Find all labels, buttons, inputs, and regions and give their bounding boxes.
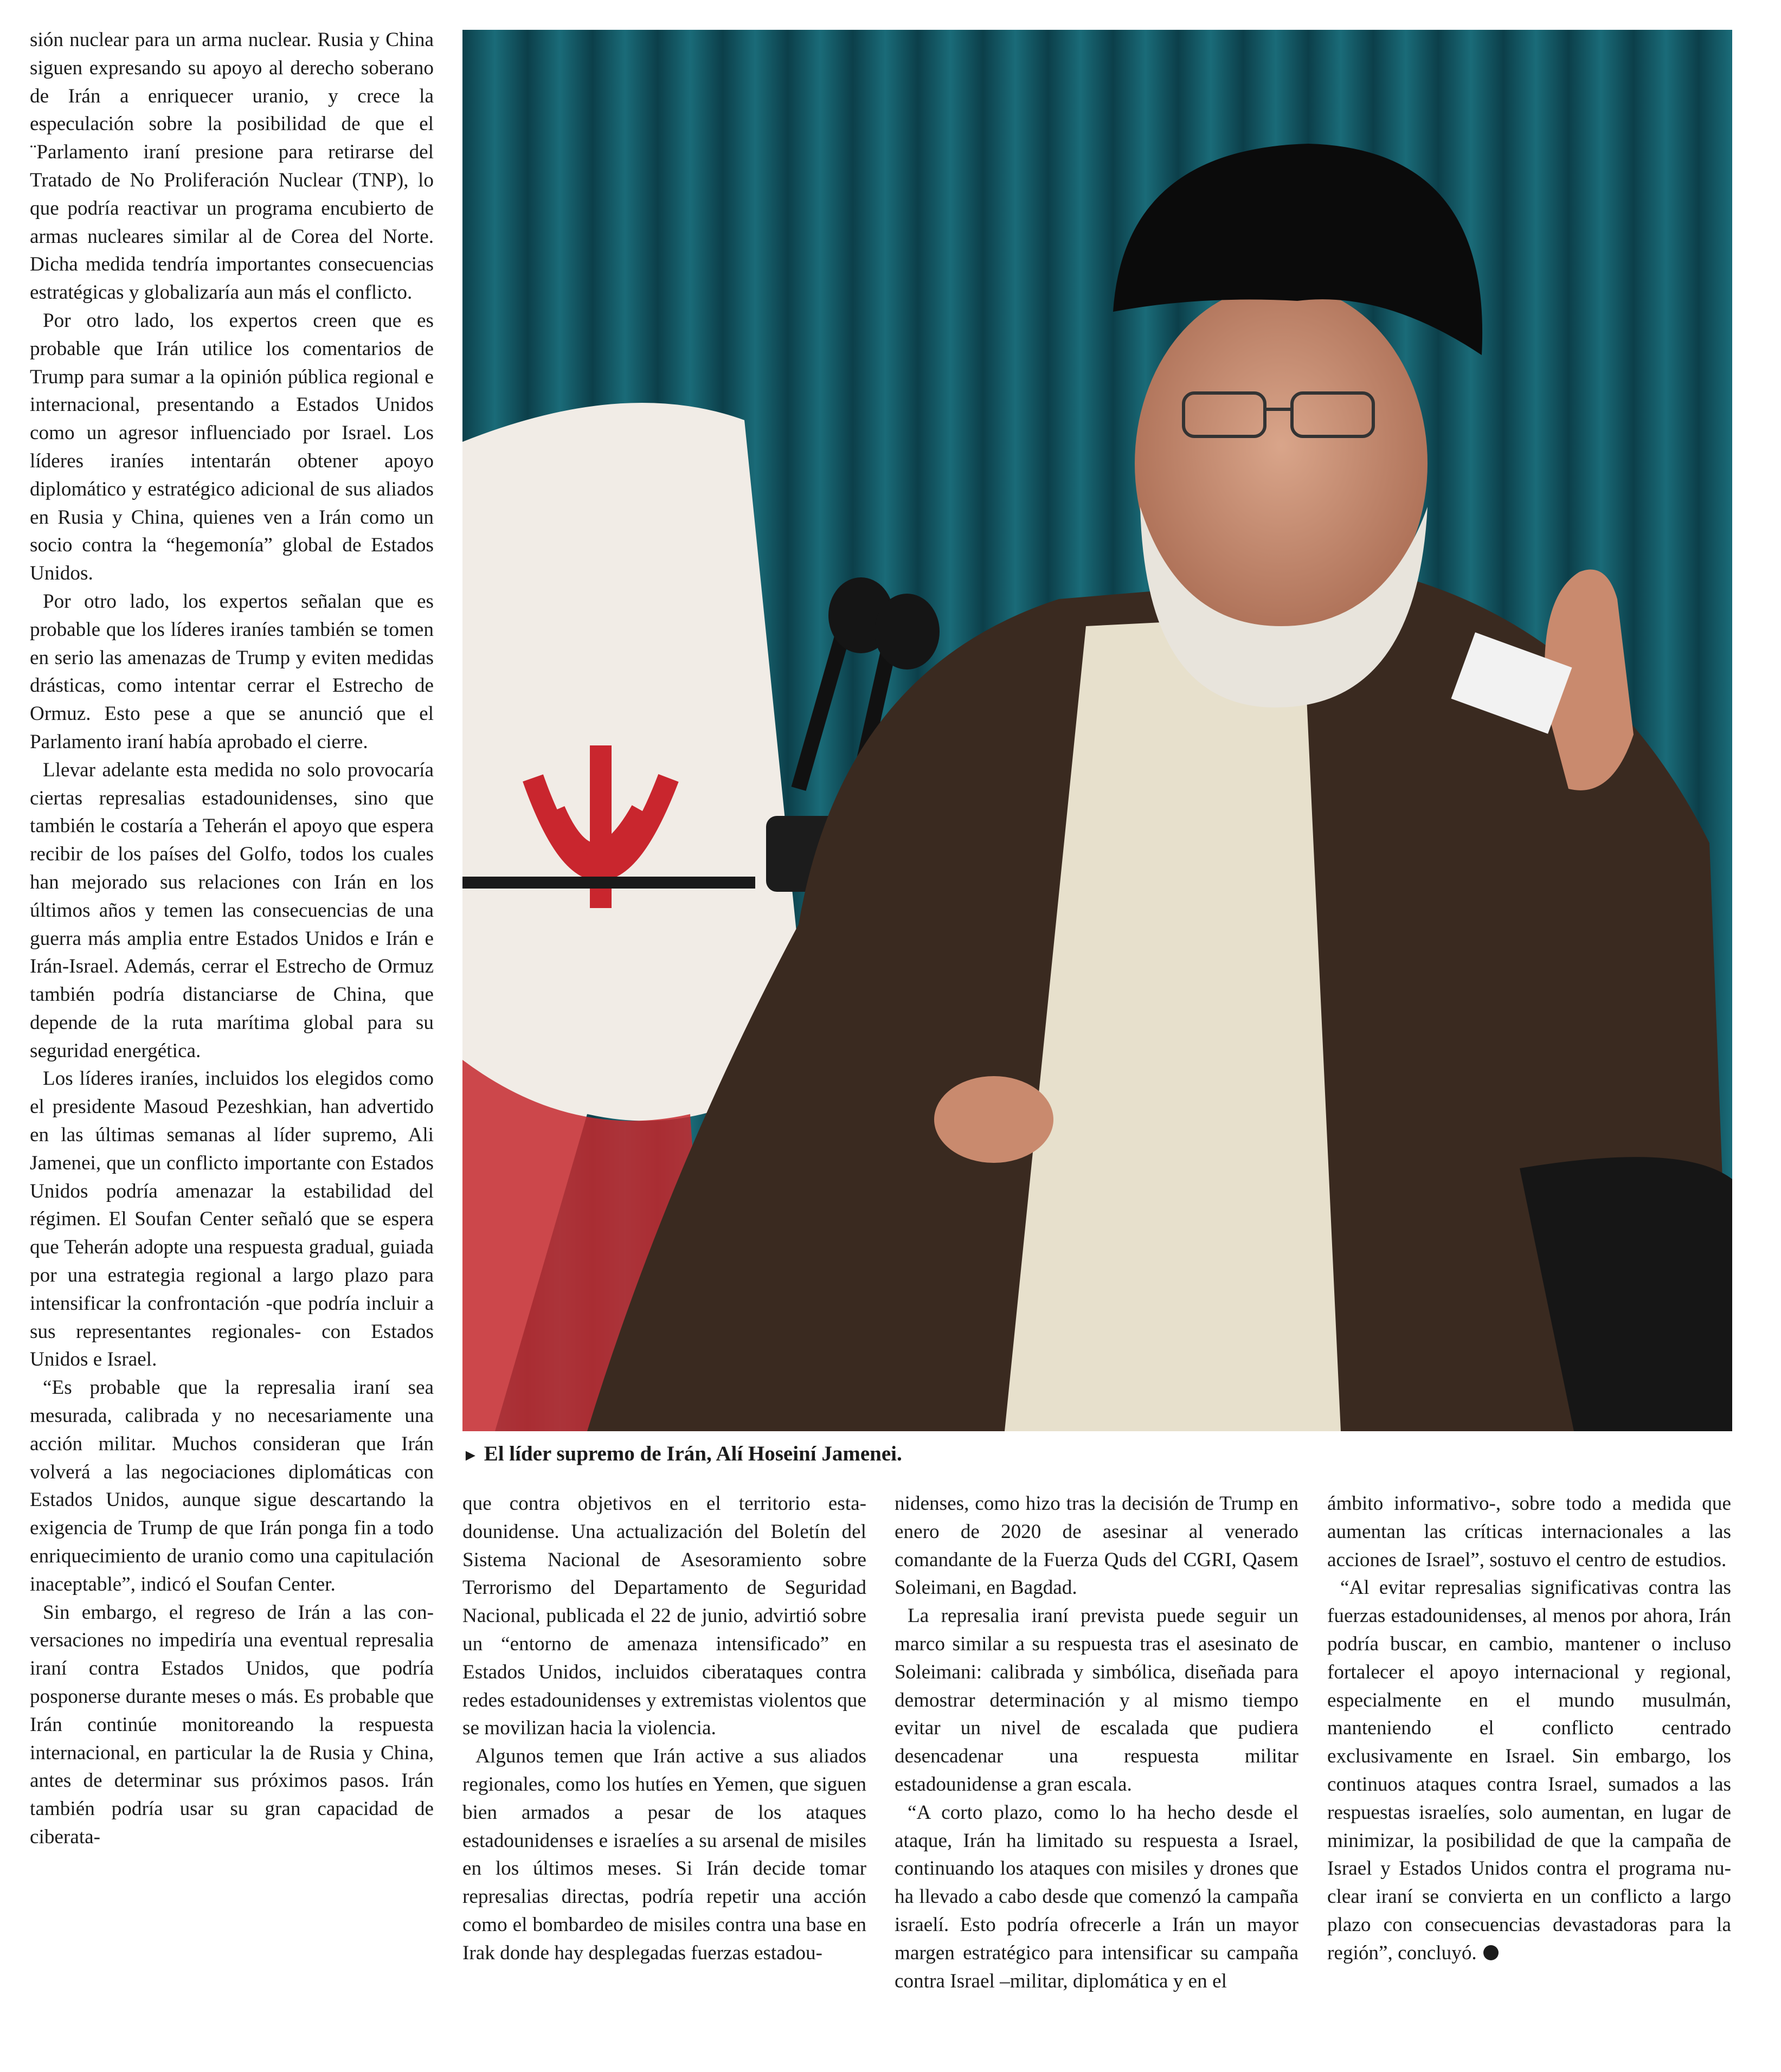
caption-text: El líder supremo de Irán, Alí Hoseiní Jamenei. (484, 1442, 902, 1465)
paragraph: que contra objetivos en el territorio estadounidense. Una actualización del Boletín del Sistema Nacional de Asesoramiento sobre Terrorismo del Departamento de Seguridad Nacional, publicada el 22 de junio, advirtió sobre un “entorno de amenaza intensificado” en Estados Unidos, incluidos ciberataques contra redes estadounidenses y extremistas violentos que se movilizan hacia la violencia. (462, 1492, 866, 1740)
resting-hand (934, 1076, 1053, 1163)
article-column-3 (895, 1490, 1298, 1995)
mic-boom (462, 877, 755, 889)
end-mark-icon (1483, 1945, 1499, 1960)
paragraph: “Es probable que la represalia iraní sea mesurada, calibrada y no necesariamente una acción militar. Muchos consideran que Irán volverá a las negociaciones diplomáticas con Estados Unidos, aunque sigue descartando la exigencia de Trump de que Irán ponga fin a todo enriquecimiento de uranio como una capitulación inaceptable”, indicó el Soufan Center. (30, 1376, 434, 1595)
paragraph: Sin embargo, el regreso de Irán a las conversaciones no impediría una eventual represalia iraní contra Estados Unidos, que podría posponerse durante meses o más. Es probable que Irán continúe monitoreando la respuesta internacional, en particular la de Rusia y China, antes de determinar sus próximos pasos. Irán también podría usar su gran capacidad de ciberata- (30, 1601, 434, 1848)
paragraph: Por otro lado, los expertos señalan que es probable que los líderes iraníes también se tomen en serio las amenazas de Trump y eviten medidas drásticas, como intentar cerrar el Estrecho de Ormuz. Esto pese a que se anunció que el Parlamento iraní había aprobado el cierre. (30, 590, 434, 753)
paragraph: sión nuclear para un arma nuclear. Rusia y China siguen expresando su apoyo al derecho soberano de Irán a enriquecer uranio, y crece la especulación sobre la posibilidad de que el ¨Parlamento iraní presione para retirarse del Tratado de No Proliferación Nuclear (TNP), lo que podría reactivar un programa encubierto de armas nucleares similar al de Corea del Norte. Dicha medida tendría importantes consecuencias estratégicas y globalizaría aun más el conflicto. (30, 29, 434, 304)
paragraph: “A corto plazo, como lo ha hecho desde el ataque, Irán ha limitado su respuesta a Israel, continuando los ataques con misiles y drones que ha llevado a cabo desde que comenzó la campaña israelí. Esto podría ofrecerle a Irán un mayor margen estratégico para intensificar su campaña contra Israel –militar, diplomática y en el (895, 1801, 1298, 1992)
photo-supreme-leader (462, 30, 1732, 1431)
paragraph-final-text: “Al evitar represalias significativas contra las fuerzas estadounidenses, al menos por ahora, Irán podría buscar, en cambio, mantener o incluso fortalecer el apoyo internacional y regional, especialmente en el mundo musulmán, manteniendo el conflicto centrado exclusivamente en Israel. Sin embargo, los continuos ataques contra Israel, sumados a las respuestas israelíes, solo aumentan, en lugar de minimizar, la posibilidad de que la campaña de Israel y Estados Unidos contra el programa nuclear iraní se convierta en un conflicto a largo plazo con consecuencias devastadoras para la región”, concluyó. (1327, 1576, 1731, 1964)
paragraph-final (1327, 1574, 1731, 1967)
paragraph: nidenses, como hizo tras la decisión de Trump en enero de 2020 de asesinar al venerado comandante de la Fuerza Quds del CGRI, Qasem Soleimani, en Bagdad. (895, 1492, 1298, 1599)
paragraph: La represalia iraní prevista puede seguir un marco similar a su respuesta tras el asesinato de Soleimani: calibrada y simbólica, diseñada para demostrar determinación y al mismo tiempo evitar un nivel de escalada que pudiera desencadenar una respuesta militar estadounidense a gran escala. (895, 1605, 1298, 1796)
caption-marker-icon: ► (462, 1446, 479, 1464)
article-column-4 (1327, 1490, 1731, 1967)
paragraph: ámbito informativo-, sobre todo a medida que aumentan las críticas internacionales a las acciones de Israel”, sostuvo el centro de estudios. (1327, 1492, 1731, 1571)
article-column-2 (462, 1490, 866, 1967)
paragraph: Llevar adelante esta medida no solo provocaría ciertas represalias estadounidenses, sino que también le costaría a Teherán el apoyo que espera recibir de los países del Golfo, todos los cuales han mejorado sus relaciones con Irán en los últimos años y temen las consecuencias de una guerra más amplia entre Estados Unidos e Irán e Irán-Israel. Además, cerrar el Estrecho de Ormuz también podría distanciarse de China, que depende de la ruta marítima global para su seguridad energética. (30, 758, 434, 1062)
paragraph: Por otro lado, los expertos creen que es probable que Irán utilice los comentarios de Trump para sumar a la opinión pública regional e internacional, presentando a Estados Unidos como un agresor influenciado por Israel. Los líderes iraníes intentarán obtener apoyo diplomático y estratégico adicional de sus aliados en Rusia y China, quienes ven a Irán como un socio contra la “hegemonía” global de Estados Unidos. (30, 309, 434, 585)
paragraph: Algunos temen que Irán active a sus aliados regionales, como los hutíes en Yemen, que siguen bien armados a pesar de los ataques estadounidenses e israelíes a su arsenal de misiles en los últimos meses. Si Irán decide tomar represalias directas, podría repetir una acción como el bombardeo de misiles contra una base en Irak donde hay desplegadas fuerzas estadou- (462, 1745, 866, 1964)
article-column-left (30, 26, 434, 1851)
paragraph: Los líderes iraníes, incluidos los elegidos como el presidente Masoud Pezeshkian, han advertido en las últimas semanas al líder supremo, Ali Jamenei, que un conflicto importante con Estados Unidos podría amenazar la estabilidad del régimen. El Soufan Center señaló que se espera que Teherán adopte una respuesta gradual, guiada por una estrategia regional a largo plazo para intensificar la confrontación -que podría incluir a sus representantes regionales- con Estados Unidos e Israel. (30, 1067, 434, 1371)
photo-illustration (462, 30, 1732, 1431)
photo-caption (462, 1441, 1732, 1469)
